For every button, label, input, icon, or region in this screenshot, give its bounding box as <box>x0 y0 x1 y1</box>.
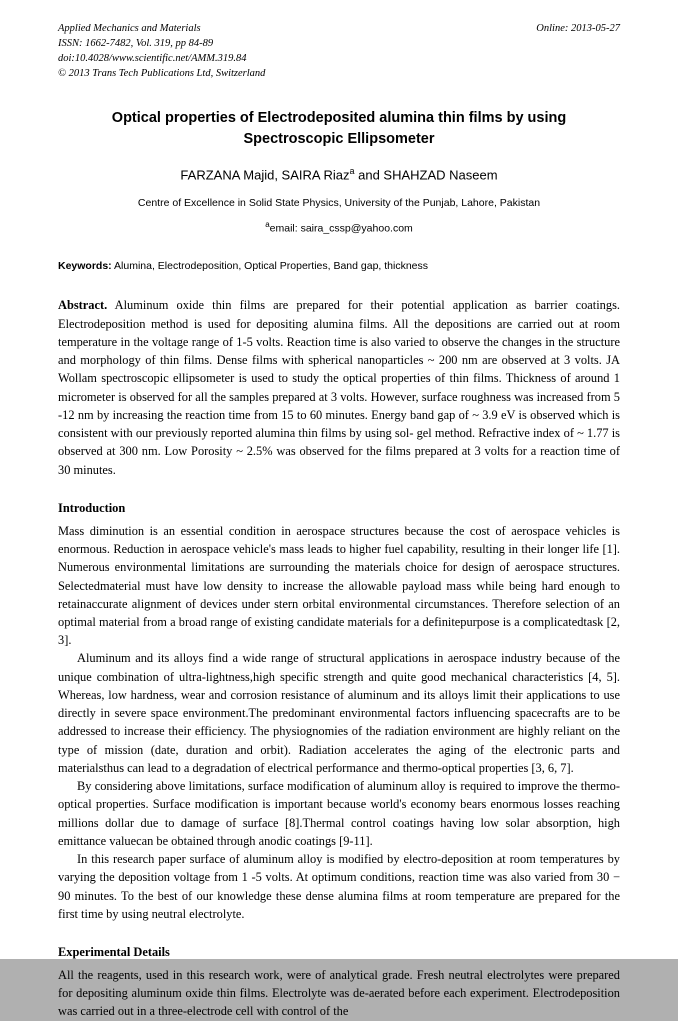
keywords-label: Keywords: <box>58 260 112 273</box>
author-list <box>58 166 620 182</box>
intro-paragraph-1: Mass diminution is an essential condition in aerospace structures because the cost of aerospace vehicles is enormous. Reduction in aerospace vehicle's mass leads to higher fuel capability, resulting in their longer life [1]. Numerous environmental limitations are surrounding the materials choice for design of aerospace structures. Selectedmaterial must have low density to increase the allowable payload mass while being hard enough to retainaccurate alignment of devices under stern orbital environmental circumstances. Therefore selection of an optimal material from a broad range of existing candidate materials for a definitepurpose is a complicatedtask [2, 3]. <box>58 523 620 648</box>
online-date: Online: 2013-05-27 <box>536 23 620 34</box>
authors-post: and SHAHZAD Naseem <box>354 166 498 182</box>
abstract-label: Abstract. <box>58 298 108 313</box>
intro-paragraph-3: By considering above limitations, surface modification of aluminum alloy is required to improve the thermo-optical properties. Surface modification is important because world's economy bears enormous losses reaching millions dollar due to damage of surface [8].Thermal control coatings having low solar absorption, high emittance valuecan be obtained through anodic coatings [9-11]. <box>58 779 620 848</box>
abstract <box>58 296 620 478</box>
section-heading-experimental-details: Experimental Details <box>58 944 170 959</box>
affiliation: Centre of Excellence in Solid State Physics, University of the Punjab, Lahore, Pakistan <box>137 196 541 209</box>
email-marker: a <box>265 219 270 229</box>
email-text: email: saira_cssp@yahoo.com <box>269 222 413 235</box>
abstract-text: Aluminum oxide thin films are prepared for their potential application as barrier coatings. Electrodeposition method is used for depositing alumina films. All the depositions are carried out at room temperature in the voltage range of 1-5 volts. Reaction time is also varied to observe the changes in the structure and morphology of thin films. Dense films with spherical nanoparticles ~ 200 nm are observed at 3 volts. JA Wollam spectroscopic ellipsometer is used to study the optical properties of thin films. Thickness of around 1 micrometer is observed for all the samples prepared at 3 volts. However, surface roughness was increased from 5 -12 nm by increasing the reaction time from 15 to 60 minutes. Energy band gap of ~ 3.9 eV is observed which is consistent with our previously reported alumina thin films by using sol- gel method. Refractive index of ~ 1.77 is observed at 300 nm. Low Porosity ~ 2.5% was observed for the films prepared at 3 volts for a reaction time of 30 minutes. <box>58 298 620 477</box>
keywords-value: Alumina, Electrodeposition, Optical Properties, Band gap, thickness <box>111 260 429 273</box>
page-title: Optical properties of Electrodeposited alumina thin films by using Spectroscopic Ellipsometer <box>111 109 567 147</box>
experimental-paragraph-1: All the reagents, used in this research work, were of analytical grade. Fresh neutral electrolytes were prepared for depositing aluminum oxide thin films. Electrolyte was de-aerated before each experiment. Electrodeposition was carried out in a three-electrode cell with control of the <box>58 967 620 1019</box>
section-heading-introduction: Introduction <box>58 500 126 515</box>
header-left <box>58 22 463 82</box>
copyright-line: © 2013 Trans Tech Publications Ltd, Switzerland <box>58 67 266 79</box>
doi-line: doi:10.4028/www.scientific.net/AMM.319.84 <box>58 52 247 64</box>
issn-line: ISSN: 1662-7482, Vol. 319, pp 84-89 <box>58 37 214 49</box>
email-line <box>58 220 620 235</box>
intro-paragraph-4: In this research paper surface of aluminum alloy is modified by electro-deposition at room temperatures by varying the deposition voltage from 1 -5 volts. At optimum conditions, reaction time was also varied from 30 − 90 minutes. To the best of our knowledge these dense alumina films at room temperature are prepared for the first time by using neutral electrolyte. <box>58 852 620 921</box>
intro-paragraph-2: Aluminum and its alloys find a wide range of structural applications in aerospace industry because of the unique combination of ultra-lightness,high specific strength and quite good mechanical characteristics [4, 5]. Whereas, low hardness, wear and corrosion resistance of aluminum and its alloys limit their applications to use directly in severe space environment.The predominant environmental factors influencing spacecrafts are to be addressed to increase their efficiency. The physiognomies of the radiation environment are highly reliant on the type of mission (date, duration and orbit). Radiation accelerates the aging of the electronic parts and materialsthus can lead to a degradation of electrical performance and thermo-optical properties [3, 6, 7]. <box>58 651 620 775</box>
journal-name: Applied Mechanics and Materials <box>58 23 201 34</box>
page-header <box>58 22 620 82</box>
author-affiliation-marker: a <box>349 165 355 176</box>
authors-pre: FARZANA Majid, SAIRA Riaz <box>180 166 350 182</box>
keywords <box>58 260 620 272</box>
